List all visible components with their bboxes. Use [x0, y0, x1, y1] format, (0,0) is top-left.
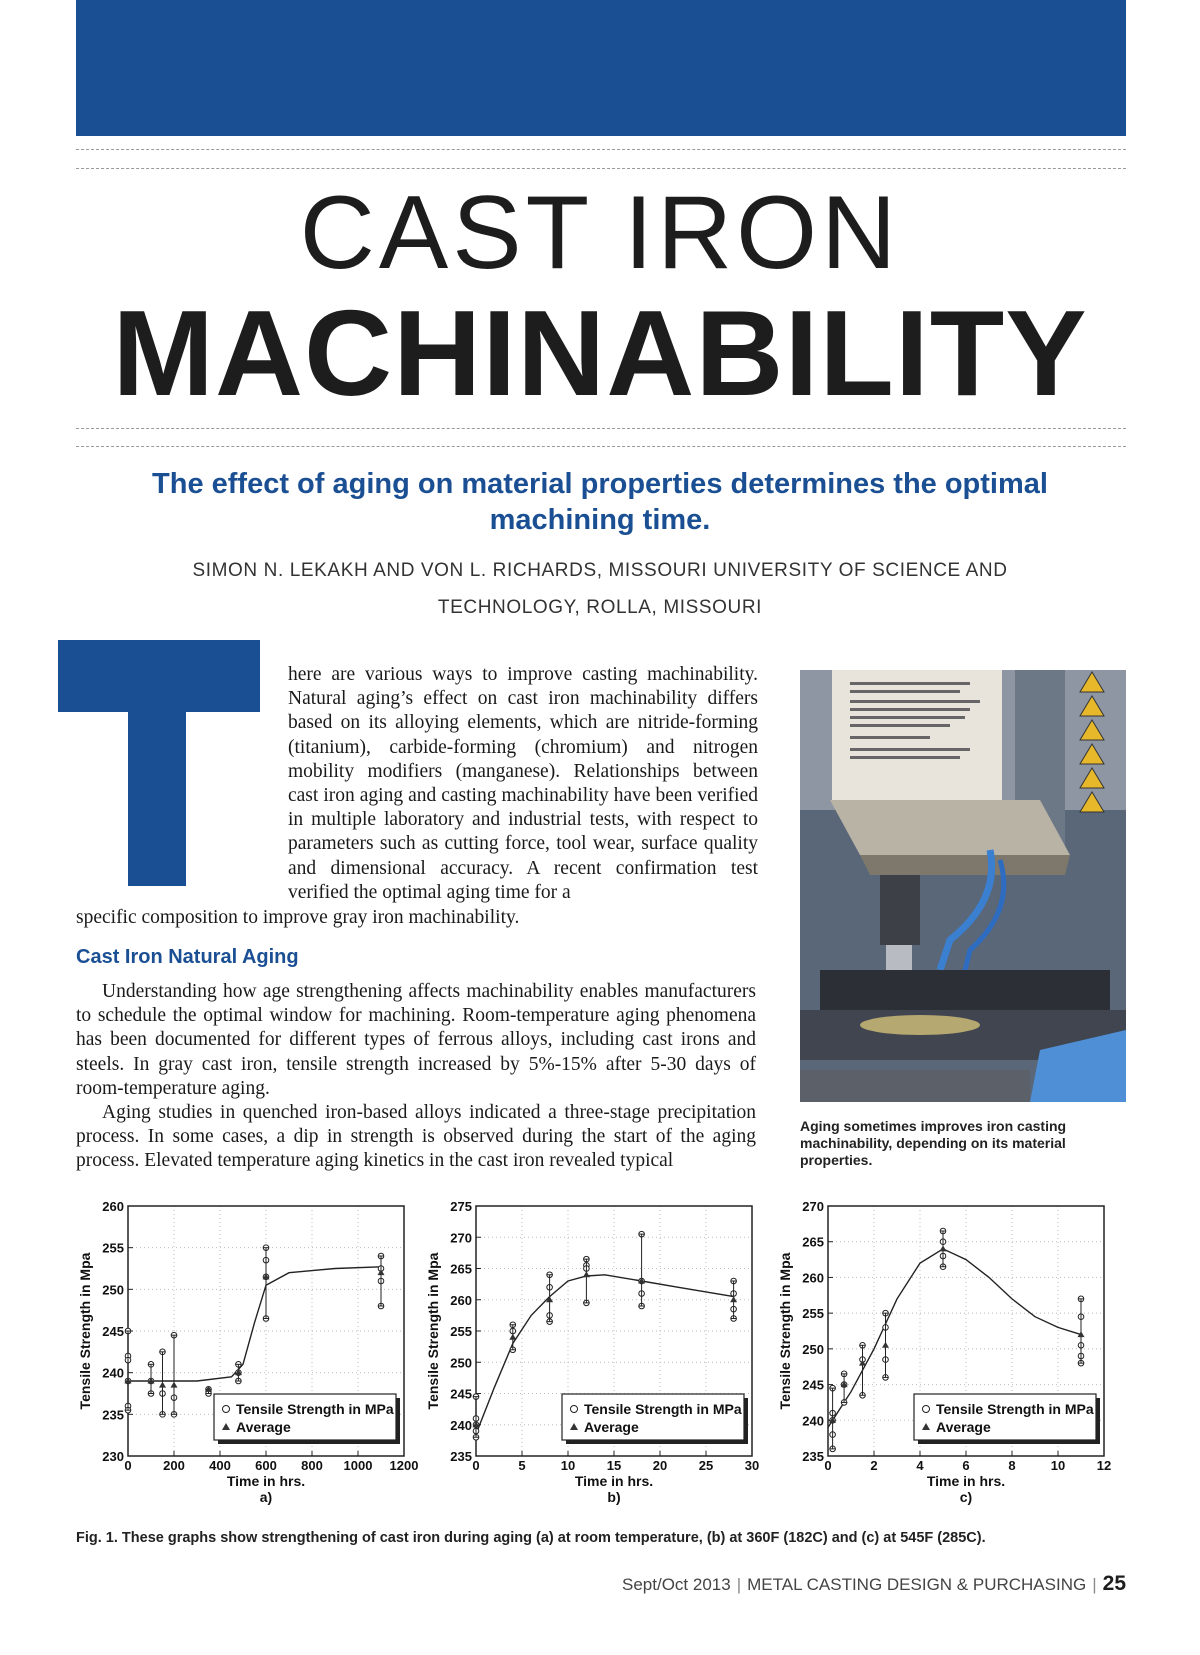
- y-axis-label: Tensile Strength in Mpa: [77, 1252, 93, 1410]
- x-tick-label: 10: [1050, 1458, 1066, 1473]
- photo-caption: Aging sometimes improves iron casting machinability, depending on its material properties.: [800, 1118, 1067, 1168]
- body-paragraph: Aging studies in quenched iron-based alloys indicated a three-stage precipitation process. In some cases, a dip in strength is observed during the start of the aging process. Elevated temperature aging kinetics in the cast iron revealed typical: [76, 1102, 756, 1172]
- y-tick-label: 270: [802, 1200, 824, 1214]
- x-tick-label: 30: [744, 1458, 760, 1473]
- y-tick-label: 265: [450, 1261, 472, 1277]
- x-tick-label: 1200: [389, 1458, 419, 1473]
- chart-545f: [777, 1200, 1111, 1505]
- y-tick-label: 235: [802, 1449, 824, 1464]
- y-tick-label: 250: [102, 1282, 124, 1298]
- y-tick-label: 270: [450, 1230, 472, 1246]
- y-tick-label: 245: [102, 1324, 124, 1339]
- x-tick-label: 20: [652, 1458, 668, 1473]
- average-marker: [583, 1271, 590, 1277]
- intro-paragraph-end: specific composition to improve gray iron machinability.: [76, 907, 520, 928]
- x-tick-label: 5: [518, 1458, 526, 1473]
- legend-label: Tensile Strength in MPa: [236, 1401, 394, 1417]
- x-axis-label: Time in hrs.: [926, 1473, 1006, 1489]
- y-tick-label: 260: [450, 1292, 472, 1308]
- x-axis-label: Time in hrs.: [226, 1473, 306, 1489]
- y-tick-label: 265: [802, 1234, 824, 1250]
- y-tick-label: 255: [102, 1240, 124, 1256]
- y-tick-label: 230: [102, 1449, 124, 1464]
- aging-charts: [76, 1200, 1136, 1525]
- figure-caption: Fig. 1. These graphs show strengthening of cast iron during aging (a) at room temperature, (b) at 360F (182C) and (c) at 545F (285C).: [76, 1530, 986, 1546]
- byline: SIMON N. LEKAKH AND VON L. RICHARDS, MISSOURI UNIVERSITY OF SCIENCE AND TECHNOLOGY, ROLLA, MISSOURI: [192, 560, 1008, 618]
- title-line-1: CAST IRON: [299, 175, 901, 291]
- legend-circle-icon: [571, 1406, 578, 1413]
- y-tick-label: 245: [450, 1386, 472, 1402]
- x-axis-label: Time in hrs.: [574, 1473, 654, 1489]
- x-tick-label: 0: [472, 1458, 480, 1473]
- panel-label: a): [259, 1489, 273, 1505]
- chart-360f: [425, 1200, 759, 1505]
- x-tick-label: 15: [606, 1458, 622, 1473]
- y-axis-label: Tensile Strength in Mpa: [777, 1252, 793, 1410]
- y-tick-label: 240: [102, 1365, 124, 1381]
- page-number: 25: [1102, 1572, 1126, 1595]
- body-paragraph: Understanding how age strengthening affects machinability enables manufacturers to schedule the optimal window for machining. Room-temperature aging phenomena has been documented for different types of ferrous alloys, including cast irons and steels. In gray cast iron, tensile strength increased by 5%-15% after 5-30 days of room-temperature aging.: [76, 981, 756, 1099]
- fit-curve: [128, 1267, 381, 1381]
- average-marker: [171, 1382, 178, 1388]
- footer-magazine: METAL CASTING DESIGN & PURCHASING: [747, 1575, 1087, 1594]
- y-tick-label: 235: [102, 1407, 124, 1423]
- y-tick-label: 250: [802, 1341, 824, 1357]
- divider-dashed: [76, 168, 1126, 169]
- average-marker: [940, 1245, 947, 1251]
- y-tick-label: 260: [102, 1200, 124, 1214]
- page-footer: Sept/Oct 2013 | METAL CASTING DESIGN & PURCHASING | 25: [622, 1572, 1126, 1595]
- y-tick-label: 240: [802, 1413, 824, 1429]
- header-color-band: [76, 0, 1126, 136]
- divider-dashed: [76, 428, 1126, 429]
- x-tick-label: 1000: [343, 1458, 373, 1473]
- x-tick-label: 6: [962, 1458, 970, 1473]
- y-tick-label: 240: [450, 1417, 472, 1433]
- legend-label: Average: [936, 1419, 991, 1435]
- y-tick-label: 245: [802, 1377, 824, 1393]
- section-body: [76, 980, 756, 1174]
- x-tick-label: 400: [209, 1458, 231, 1473]
- article-deck: The effect of aging on material properties determines the optimal machining time.: [152, 468, 1048, 536]
- x-tick-label: 25: [698, 1458, 714, 1473]
- average-marker: [882, 1342, 889, 1348]
- y-axis-label: Tensile Strength in Mpa: [425, 1252, 441, 1410]
- average-marker: [159, 1382, 166, 1388]
- x-tick-label: 600: [255, 1458, 277, 1473]
- legend-label: Average: [236, 1419, 291, 1435]
- y-tick-label: 255: [450, 1324, 472, 1339]
- section-heading: Cast Iron Natural Aging: [76, 946, 299, 968]
- legend-label: Tensile Strength in MPa: [584, 1401, 742, 1417]
- title-line-2: MACHINABILITY: [112, 285, 1088, 421]
- legend-label: Tensile Strength in MPa: [936, 1401, 1094, 1417]
- y-tick-label: 250: [450, 1355, 472, 1371]
- legend-circle-icon: [923, 1406, 930, 1413]
- divider-dashed: [76, 149, 1126, 150]
- x-tick-label: 800: [301, 1458, 323, 1473]
- y-tick-label: 275: [450, 1200, 472, 1214]
- x-tick-label: 4: [916, 1458, 924, 1473]
- legend-circle-icon: [223, 1406, 230, 1413]
- machining-center-photo: [800, 670, 1126, 1102]
- x-tick-label: 12: [1096, 1458, 1112, 1473]
- x-tick-label: 0: [824, 1458, 832, 1473]
- y-tick-label: 235: [450, 1449, 472, 1464]
- y-tick-label: 255: [802, 1306, 824, 1322]
- panel-label: c): [959, 1489, 973, 1505]
- x-tick-label: 10: [560, 1458, 576, 1473]
- x-tick-label: 200: [163, 1458, 185, 1473]
- x-tick-label: 0: [124, 1458, 132, 1473]
- x-tick-label: 8: [1008, 1458, 1016, 1473]
- y-tick-label: 260: [802, 1270, 824, 1286]
- x-tick-label: 2: [870, 1458, 878, 1473]
- panel-label: b): [607, 1489, 621, 1505]
- legend-label: Average: [584, 1419, 639, 1435]
- divider-dashed: [76, 446, 1126, 447]
- chart-room-temperature: [77, 1200, 418, 1505]
- intro-paragraph: here are various ways to improve casting machinability. Natural aging’s effect on cast iron machinability differs based on its alloying elements, which are nitride-forming (titanium), carbide-forming (chromium) and nitrogen mobility modifiers (manganese). Relationships between cast iron aging and casting machinability have been verified in multiple laboratory and industrial tests, with respect to parameters such as cutting force, tool wear, surface quality and dimensional accuracy. A recent confirmation test verified the optimal aging time for a: [288, 664, 758, 903]
- drop-cap-letter: [56, 640, 262, 886]
- average-marker: [509, 1334, 516, 1340]
- footer-issue: Sept/Oct 2013: [622, 1575, 731, 1594]
